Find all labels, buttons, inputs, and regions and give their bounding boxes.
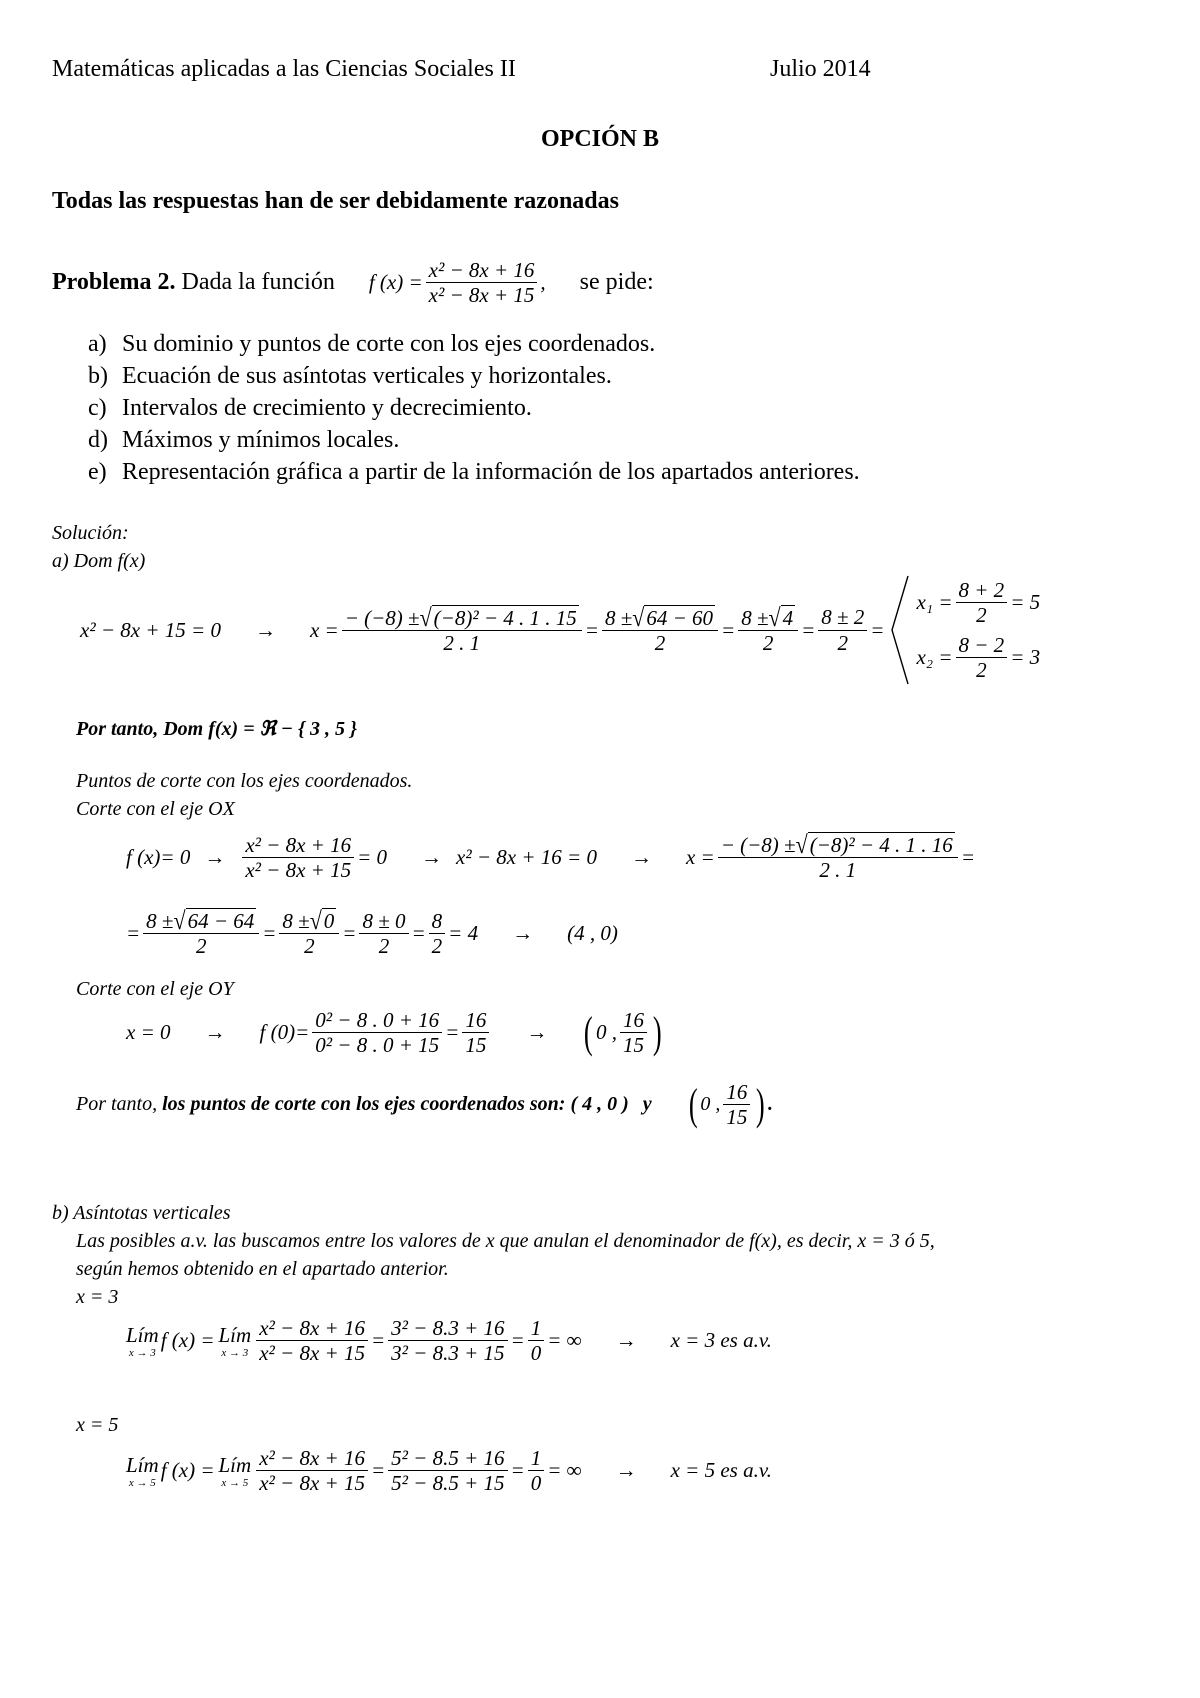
problem-statement: Problema 2. Dada la función f (x) = $\frac{\text{x² − 8x + 16}}{\text{x² − 8x + 15}}$ , se pide:	[52, 258, 654, 308]
equation-oy: x = 0 → f (0)= $\frac{\text{0² − 8 . 0 + 16}}{\text{0² − 8 . 0 + 15}}$ = $\frac{16}{15}$ → ( 0 , $\frac{16}{15}$ )	[126, 1007, 662, 1058]
list-item: a) Su dominio y puntos de corte con los ejes coordenados.	[88, 331, 656, 357]
cuts-result: Por tanto, los puntos de corte con los ejes coordenados son: ( 4 , 0 ) y ( 0 , $\frac{16}{15}$ ) .	[76, 1079, 773, 1130]
section-b-heading: b) Asíntotas verticales	[52, 1202, 231, 1224]
list-item: b) Ecuación de sus asíntotas verticales y horizontales.	[88, 363, 612, 389]
equation-ox-1: f (x)= 0 → $\frac{\text{x² − 8x + 16}}{\text{x² − 8x + 15}}$ = 0 → x² − 8x + 16 = 0 → x = − (−8) ± √ (−8)² − 4 . 1 . 16 2 . 1 =	[126, 830, 975, 883]
equation-ox-2: = 8 ± √ 64 − 64 2 = 8 ± √ 0 2 = $\frac{8 \pm 0}{2}$ = $\frac{8}{2}$ = 4 → (4 , 0)	[126, 906, 618, 959]
case-x3: x = 3	[76, 1286, 119, 1308]
case-brace	[888, 574, 910, 686]
domain-result: Por tanto, Dom f(x) = ℜ − { 3 , 5 }	[76, 718, 357, 740]
list-item: d) Máximos y mínimos locales.	[88, 427, 400, 453]
ox-heading: Corte con el eje OX	[76, 798, 235, 820]
problem-label: Problema 2.	[52, 269, 176, 296]
function-name: f (x) =	[368, 270, 423, 295]
oy-heading: Corte con el eje OY	[76, 978, 234, 1000]
list-item: e) Representación gráfica a partir de la información de los apartados anteriores.	[88, 459, 860, 485]
problem-items	[88, 328, 860, 488]
section-b-text-1: Las posibles a.v. las buscamos entre los valores de x que anulan el denominador de f(x), es decir, x = 3 ó 5,	[76, 1230, 935, 1252]
problem-intro: Dada la función	[181, 269, 335, 296]
problem-ask: se pide:	[579, 269, 654, 296]
limit-x3: Lím x → 3 f (x) = Lím x → 3 $\frac{\text{x² − 8x + 16}}{\text{x² − 8x + 15}}$ = $\frac{\text{3² − 8.3 + 16}}{\text{3² − 8.3 + 15}}$ = $\frac{1}{0}$ = ∞ → x = 3 es a.v.	[126, 1316, 772, 1366]
limit-x5: Lím x → 5 f (x) = Lím x → 5 $\frac{\text{x² − 8x + 16}}{\text{x² − 8x + 15}}$ = $\frac{\text{5² − 8.5 + 16}}{\text{5² − 8.5 + 15}}$ = $\frac{1}{0}$ = ∞ → x = 5 es a.v.	[126, 1446, 772, 1496]
section-a-heading: a) Dom f(x)	[52, 550, 146, 572]
case-x5: x = 5	[76, 1414, 119, 1436]
solution-label: Solución:	[52, 522, 129, 544]
equation-domain: x² − 8x + 15 = 0 → x = − (−8) ± √ (−8)² − 4 . 1 . 15 2 . 1 = 8 ± √ 64 − 60 2 = 8 ± √ 4 2 = $\frac{8 \pm 2}{2}$ = x₁ = $\frac{8 + 2}{2}$ = 5 x₂ = $\frac{8 - 2}{2}$ = 3	[80, 574, 1040, 686]
header-subject: Matemáticas aplicadas a las Ciencias Sociales II	[52, 56, 516, 82]
option-title: OPCIÓN B	[540, 126, 659, 152]
list-item: c) Intervalos de crecimiento y decrecimiento.	[88, 395, 532, 421]
section-b-text-2: según hemos obtenido en el apartado anterior.	[76, 1258, 449, 1280]
function-fraction: $\frac{\text{x² − 8x + 16}}{\text{x² − 8x + 15}}$	[426, 258, 538, 307]
instructions: Todas las respuestas han de ser debidamente razonadas	[52, 188, 619, 214]
header-date: Julio 2014	[770, 56, 871, 82]
cuts-heading: Puntos de corte con los ejes coordenados.	[76, 770, 413, 792]
